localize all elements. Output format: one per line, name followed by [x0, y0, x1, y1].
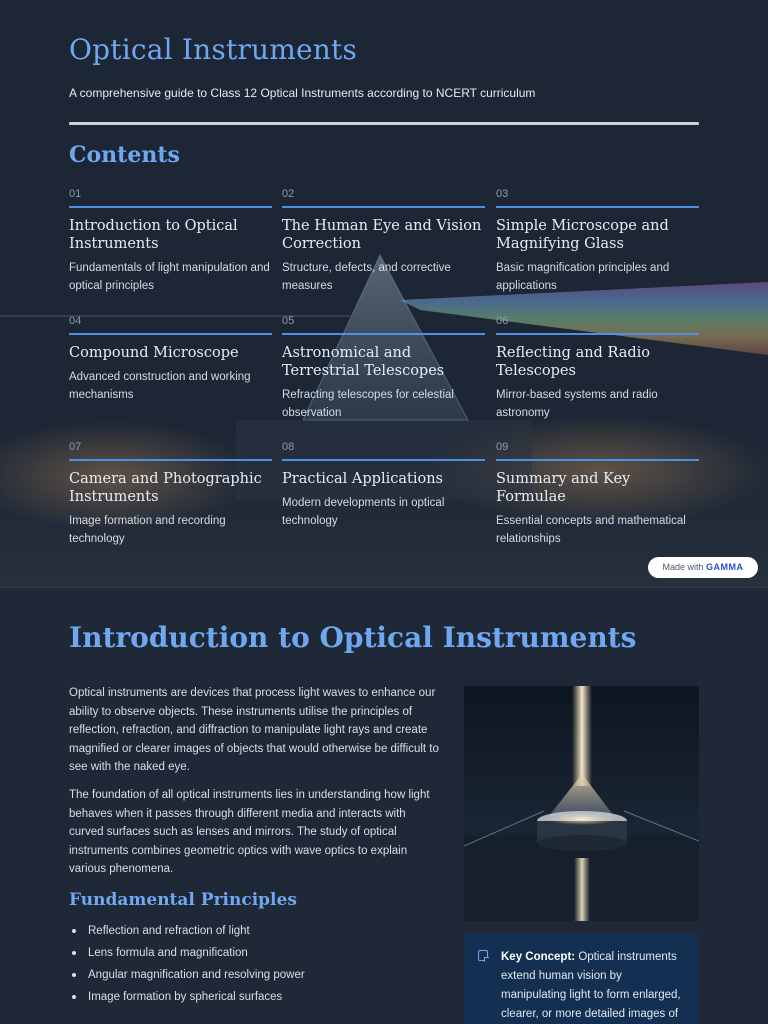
- toc-number: 08: [282, 441, 295, 453]
- toc-divider: [282, 459, 485, 461]
- toc-title: Summary and Key Formulae: [496, 471, 631, 505]
- key-concept-callout: [464, 934, 699, 1024]
- toc-title: Compound Microscope: [69, 345, 239, 361]
- toc-description: Advanced construction and working mechanisms: [69, 371, 251, 401]
- toc-title: Practical Applications: [282, 471, 443, 487]
- section-title: Introduction to Optical Instruments: [69, 621, 637, 654]
- toc-title: Camera and Photographic Instruments: [69, 471, 262, 505]
- principles-heading: Fundamental Principles: [69, 890, 297, 910]
- made-with-gamma-badge[interactable]: [648, 557, 758, 578]
- toc-number: 04: [69, 315, 82, 327]
- contents-heading: Contents: [69, 142, 180, 168]
- toc-description: Mirror-based systems and radio astronomy: [496, 389, 658, 419]
- toc-divider: [496, 459, 699, 461]
- list-item: Lens formula and magnification: [69, 945, 305, 967]
- intro-paragraph-1: Optical instruments are devices that process light waves to enhance our ability to observe objects. These instruments utilise the principles of reflection, refraction, and diffraction to manipulate light rays and create magnified or clearer images of objects that would otherwise be difficult to see with the naked eye.: [69, 687, 439, 773]
- page-subtitle: A comprehensive guide to Class 12 Optical Instruments according to NCERT curriculum: [69, 86, 536, 100]
- toc-divider: [69, 206, 272, 208]
- toc-title: Introduction to Optical Instruments: [69, 218, 238, 252]
- toc-item-6[interactable]: [496, 315, 699, 422]
- toc-item-5[interactable]: [282, 315, 485, 422]
- toc-title: Reflecting and Radio Telescopes: [496, 345, 650, 379]
- toc-number: 07: [69, 441, 82, 453]
- lens-light-beam-image: [464, 686, 699, 921]
- toc-item-2[interactable]: [282, 188, 485, 295]
- list-item: Angular magnification and resolving power: [69, 967, 305, 989]
- toc-description: Modern developments in optical technology: [282, 497, 445, 527]
- toc-divider: [496, 206, 699, 208]
- toc-description: Basic magnification principles and applications: [496, 262, 670, 292]
- gamma-logo: GAMMA: [706, 562, 744, 572]
- toc-title: The Human Eye and Vision Correction: [282, 218, 482, 252]
- title-divider: [69, 122, 699, 125]
- concept-label: Key Concept:: [501, 951, 576, 963]
- toc-description: Fundamentals of light manipulation and optical principles: [69, 262, 270, 292]
- concept-text: Optical instruments extend human vision by manipulating light to form enlarged, clearer, or more detailed images of: [501, 951, 681, 1020]
- toc-number: 01: [69, 188, 82, 200]
- toc-item-8[interactable]: [282, 441, 485, 530]
- list-item: Reflection and refraction of light: [69, 923, 305, 945]
- toc-description: Refracting telescopes for celestial observation: [282, 389, 454, 419]
- toc-number: 06: [496, 315, 509, 327]
- toc-item-7[interactable]: [69, 441, 272, 548]
- toc-item-3[interactable]: [496, 188, 699, 295]
- badge-prefix: Made with: [662, 562, 704, 572]
- toc-divider: [282, 333, 485, 335]
- toc-title: Simple Microscope and Magnifying Glass: [496, 218, 669, 252]
- toc-divider: [282, 206, 485, 208]
- toc-number: 02: [282, 188, 295, 200]
- toc-divider: [69, 333, 272, 335]
- toc-number: 03: [496, 188, 509, 200]
- toc-divider: [496, 333, 699, 335]
- principles-list: [69, 923, 305, 1011]
- list-item: Image formation by spherical surfaces: [69, 989, 305, 1011]
- toc-title: Astronomical and Terrestrial Telescopes: [282, 345, 445, 379]
- toc-description: Image formation and recording technology: [69, 515, 226, 545]
- toc-number: 09: [496, 441, 509, 453]
- page-title: Optical Instruments: [69, 33, 358, 66]
- note-icon: [478, 950, 488, 961]
- toc-item-4[interactable]: [69, 315, 272, 404]
- toc-item-1[interactable]: [69, 188, 272, 295]
- toc-item-9[interactable]: [496, 441, 699, 548]
- toc-divider: [69, 459, 272, 461]
- toc-number: 05: [282, 315, 295, 327]
- toc-description: Essential concepts and mathematical relationships: [496, 515, 686, 545]
- introduction-slide: [0, 587, 768, 1024]
- toc-description: Structure, defects, and corrective measures: [282, 262, 451, 292]
- intro-paragraph-2: The foundation of all optical instruments lies in understanding how light behaves when it passes through different media and interacts with curved surfaces such as lenses and mirrors. The study of optical instruments combines geometric optics with wave optics to explain various phenomena.: [69, 789, 430, 875]
